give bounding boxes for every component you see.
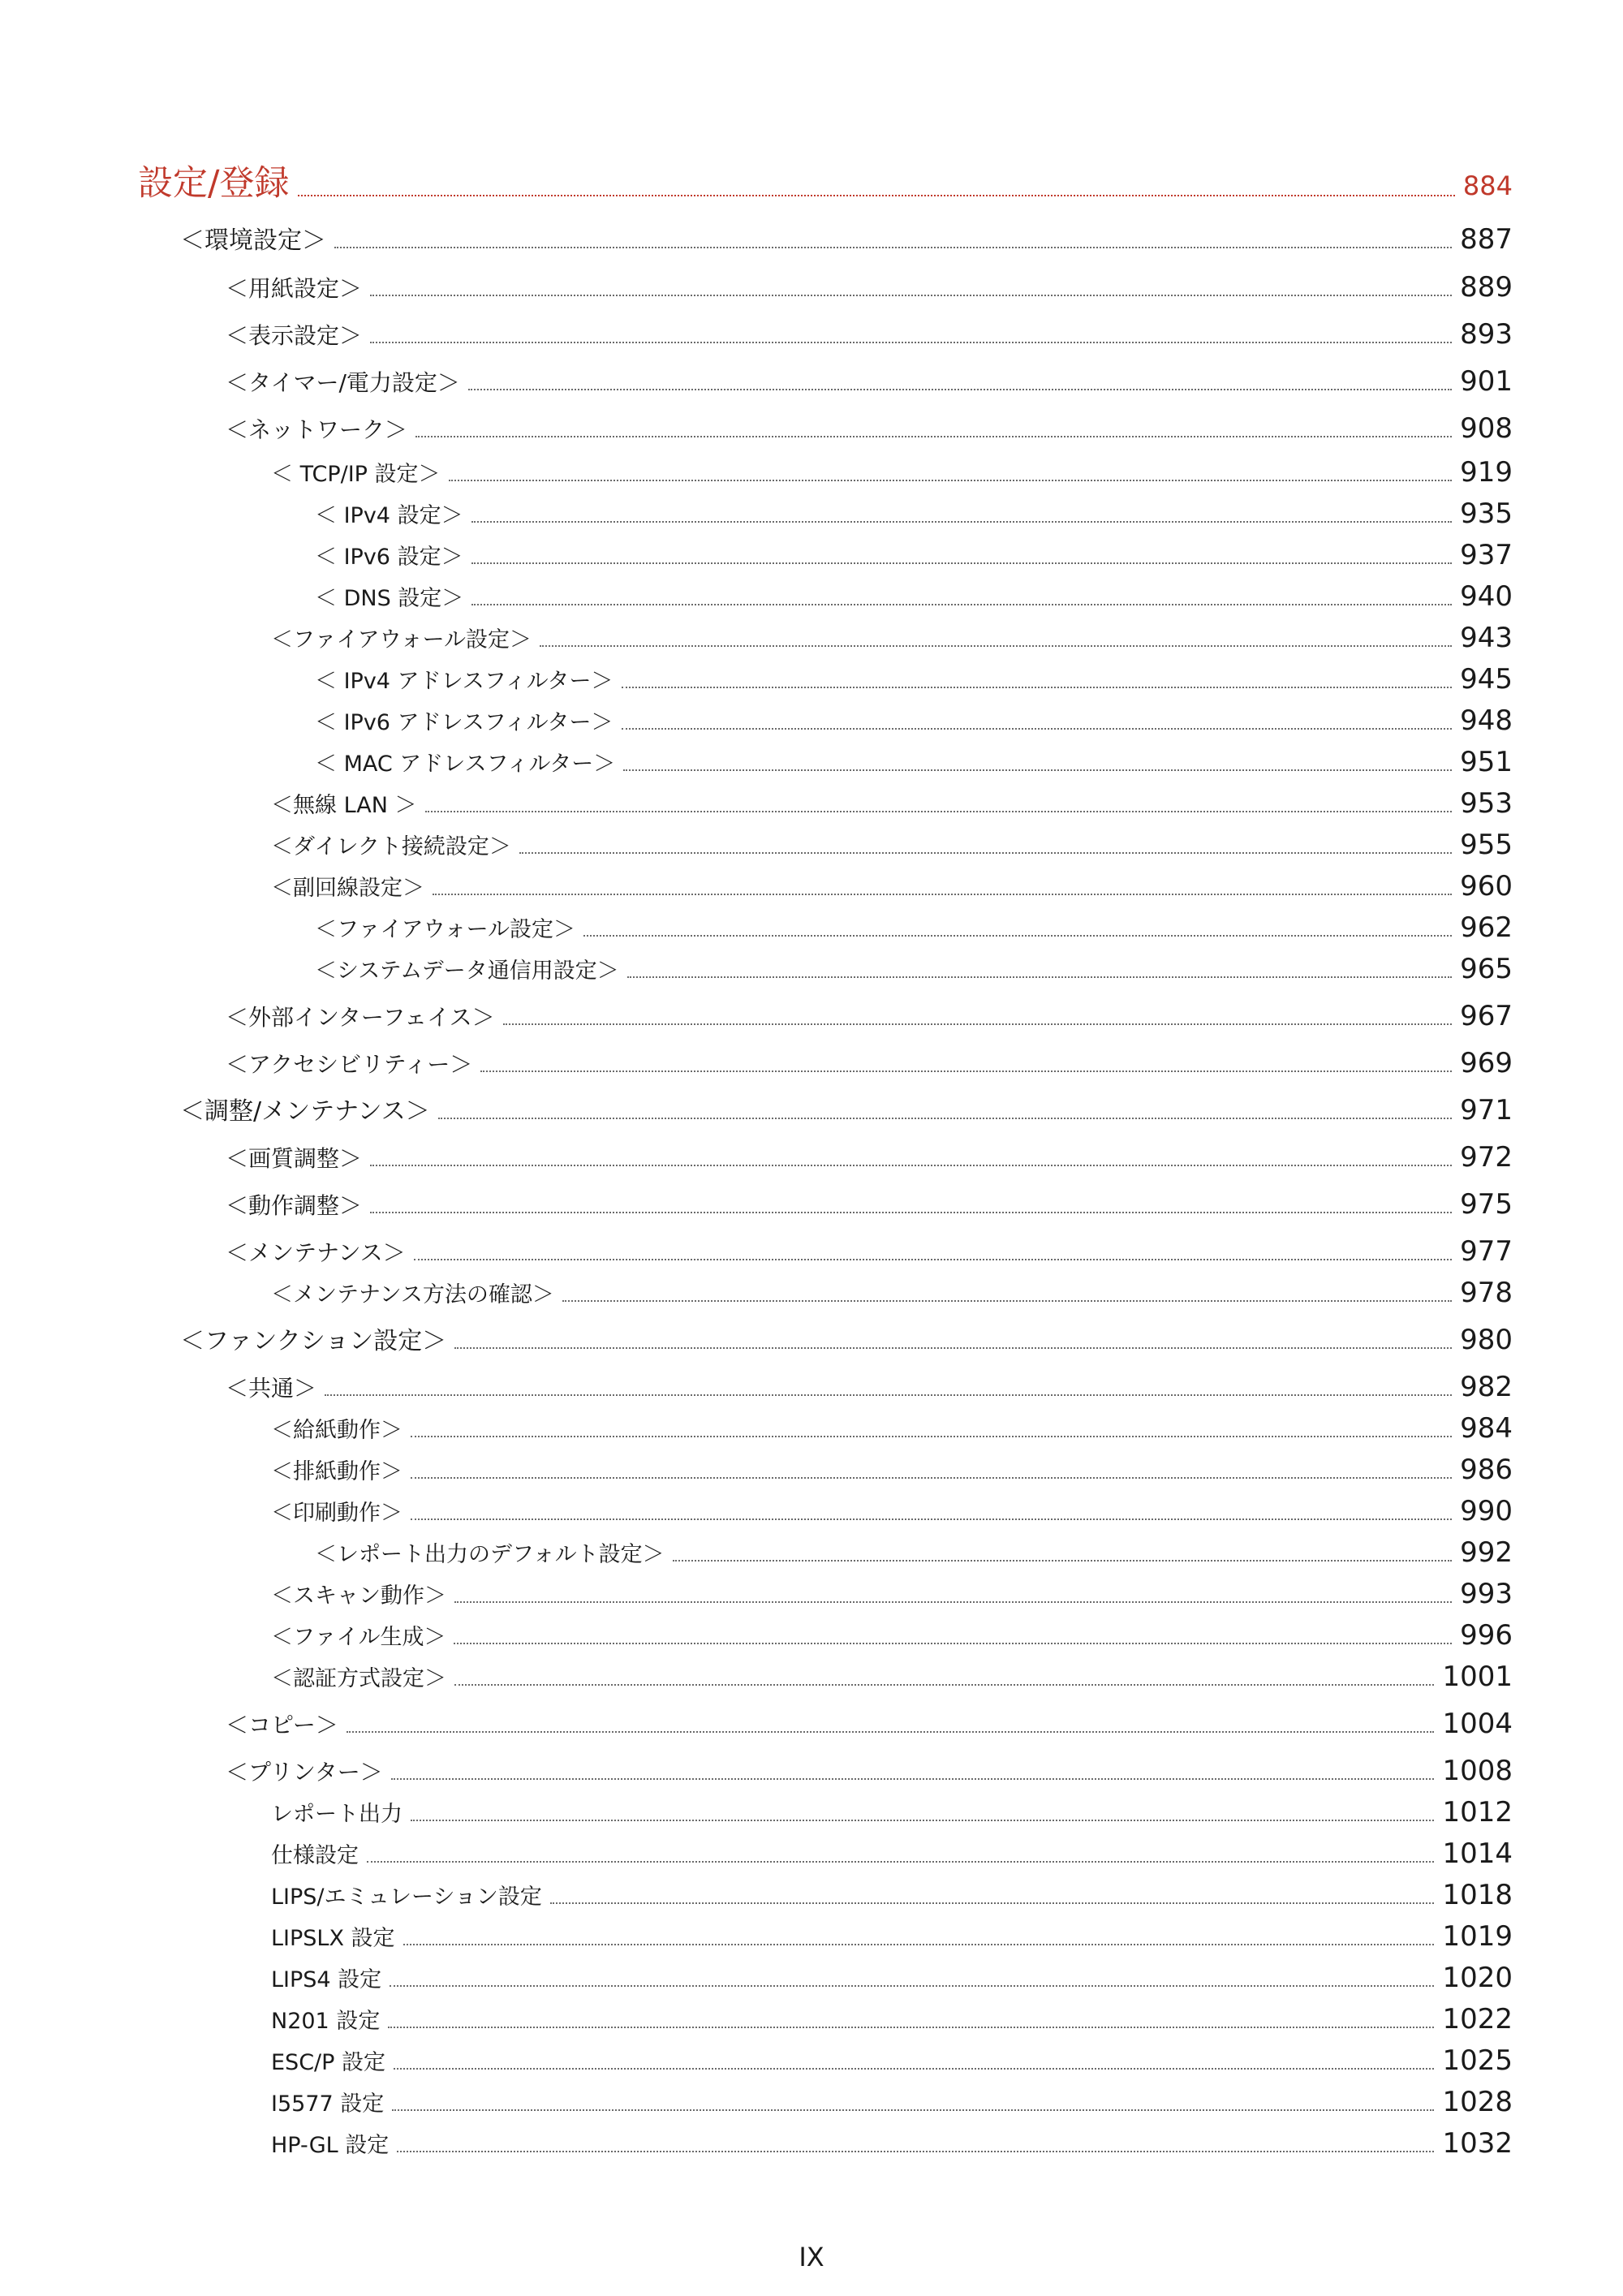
toc-dot-leader — [503, 1023, 1452, 1025]
toc-dot-leader — [468, 389, 1452, 390]
toc-entry-page: 982 — [1460, 1371, 1513, 1403]
toc-entry-label: 仕様設定 — [271, 1843, 359, 1868]
toc-dot-leader — [403, 1944, 1435, 1945]
toc-entry-label: ＜ IPv4 アドレスフィルター＞ — [315, 669, 613, 694]
toc-dot-leader — [425, 811, 1453, 812]
toc-dot-leader — [414, 1259, 1452, 1260]
toc-entry[interactable] — [180, 1326, 1513, 1354]
toc-entry[interactable] — [180, 1096, 1513, 1124]
toc-entry-page: 884 — [1462, 170, 1513, 201]
toc-entry-page: 893 — [1460, 318, 1513, 351]
toc-dot-leader — [454, 1601, 1452, 1603]
toc-entry-label: ＜用紙設定＞ — [226, 275, 363, 302]
toc-dot-leader — [454, 1347, 1452, 1349]
toc-entry[interactable] — [315, 748, 1513, 776]
toc-entry[interactable] — [271, 1619, 1513, 1652]
toc-dot-leader — [334, 247, 1452, 248]
toc-entry-page: 986 — [1460, 1454, 1513, 1486]
toc-dot-leader — [391, 1778, 1435, 1780]
toc-entry-page: 965 — [1460, 953, 1513, 985]
toc-dot-leader — [454, 1684, 1434, 1686]
toc-entry-label: ＜共通＞ — [226, 1375, 317, 1402]
toc-entry-page: 908 — [1460, 412, 1513, 445]
toc-entry[interactable] — [315, 955, 1513, 983]
toc-entry-page: 1022 — [1442, 2003, 1513, 2035]
toc-entry[interactable] — [271, 624, 1513, 652]
toc-dot-leader — [411, 1477, 1452, 1479]
toc-entry[interactable] — [271, 2127, 1513, 2160]
toc-entry-page: 940 — [1460, 580, 1513, 613]
toc-entry-label: ＜ IPv4 設定＞ — [315, 503, 463, 528]
toc-entry-page: 967 — [1460, 1000, 1513, 1032]
toc-entry[interactable] — [226, 412, 1513, 445]
toc-entry-label: ＜メンテナンス方法の確認＞ — [271, 1282, 554, 1307]
toc-entry-page: 919 — [1460, 456, 1513, 489]
toc-entry-label: ＜給紙動作＞ — [271, 1418, 403, 1443]
toc-entry-label: 設定/登録 — [138, 163, 290, 204]
toc-entry-label: ＜調整/メンテナンス＞ — [180, 1097, 430, 1126]
toc-entry-label: ＜アクセシビリティー＞ — [226, 1051, 473, 1078]
toc-entry-label: LIPS4 設定 — [271, 1967, 382, 1992]
toc-entry-label: ＜ダイレクト接続設定＞ — [271, 834, 511, 859]
toc-entry[interactable] — [271, 1796, 1513, 1829]
toc-dot-leader — [519, 852, 1452, 854]
toc-entry-page: 943 — [1460, 622, 1513, 654]
toc-entry[interactable] — [315, 580, 1513, 613]
toc-entry[interactable] — [226, 271, 1513, 304]
toc-entry[interactable] — [180, 223, 1513, 256]
toc-entry-page: 960 — [1460, 870, 1513, 902]
toc-entry-page: 1012 — [1442, 1796, 1513, 1829]
toc-dot-leader — [622, 687, 1453, 688]
toc-entry[interactable] — [271, 2005, 1513, 2033]
toc-entry-label: ＜システムデータ通信用設定＞ — [315, 958, 619, 984]
toc-entry-label: I5577 設定 — [271, 2091, 385, 2117]
toc-dot-leader — [370, 1165, 1452, 1166]
toc-dot-leader — [390, 1985, 1434, 1987]
toc-dot-leader — [298, 195, 1455, 196]
toc-dot-leader — [388, 2027, 1434, 2028]
toc-entry-label: ＜ DNS 設定＞ — [315, 586, 464, 611]
toc-entry-label: ＜ MAC アドレスフィルター＞ — [315, 752, 616, 777]
toc-entry[interactable] — [226, 1235, 1513, 1268]
toc-dot-leader — [370, 295, 1452, 296]
toc-entry-page: 937 — [1460, 539, 1513, 571]
toc-entry[interactable] — [138, 163, 1513, 204]
toc-dot-leader — [449, 480, 1453, 481]
toc-entry-page: 990 — [1460, 1495, 1513, 1527]
toc-entry-page: 975 — [1460, 1188, 1513, 1221]
toc-entry-page: 935 — [1460, 498, 1513, 530]
toc-entry-page: 1032 — [1442, 2127, 1513, 2160]
toc-entry-label: ＜ファイル生成＞ — [271, 1625, 446, 1650]
toc-entry[interactable] — [271, 872, 1513, 900]
toc-entry[interactable] — [315, 500, 1513, 528]
toc-entry-label: ＜ファイアウォール設定＞ — [271, 627, 532, 653]
toc-dot-leader — [471, 521, 1453, 523]
toc-entry-label: ＜コピー＞ — [226, 1712, 338, 1738]
toc-entry-page: 962 — [1460, 911, 1513, 944]
toc-entry-page: 951 — [1460, 746, 1513, 778]
toc-entry[interactable] — [271, 1881, 1513, 1909]
toc-entry-label: ＜メンテナンス＞ — [226, 1239, 406, 1266]
toc-entry[interactable] — [271, 2088, 1513, 2116]
toc-entry[interactable] — [226, 318, 1513, 351]
toc-entry[interactable] — [315, 1536, 1513, 1569]
toc-entry-label: N201 設定 — [271, 2009, 381, 2034]
toc-entry[interactable] — [226, 1757, 1513, 1785]
toc-entry[interactable] — [271, 2044, 1513, 2077]
toc-entry[interactable] — [271, 1497, 1513, 1525]
toc-entry-page: 955 — [1460, 829, 1513, 861]
toc-entry[interactable] — [271, 1964, 1513, 1992]
toc-entry-label: ＜外部インターフェイス＞ — [226, 1004, 495, 1031]
toc-entry[interactable] — [271, 1837, 1513, 1870]
toc-entry-label: ＜ファンクション設定＞ — [180, 1327, 447, 1355]
toc-entry-label: ＜ネットワーク＞ — [226, 416, 408, 443]
toc-entry-label: LIPS/エミュレーション設定 — [271, 1885, 542, 1910]
toc-dot-leader — [622, 728, 1453, 730]
toc-dot-leader — [433, 894, 1452, 895]
toc-entry-page: 972 — [1460, 1141, 1513, 1174]
toc-entry-page: 1025 — [1442, 2044, 1513, 2077]
toc-entry[interactable] — [271, 1412, 1513, 1445]
toc-entry-label: レポート出力 — [271, 1802, 403, 1827]
toc-entry[interactable] — [226, 1002, 1513, 1030]
toc-dot-leader — [627, 976, 1452, 978]
toc-entry-label: ＜環境設定＞ — [180, 226, 326, 255]
toc-entry[interactable] — [271, 831, 1513, 859]
toc-dot-leader — [623, 769, 1452, 771]
toc-entry-page: 901 — [1460, 365, 1513, 398]
toc-entry-page: 887 — [1460, 223, 1513, 256]
toc-entry[interactable] — [271, 1920, 1513, 1953]
toc-entry-page: 996 — [1460, 1619, 1513, 1652]
toc-entry-page: 971 — [1460, 1094, 1513, 1126]
toc-entry-label: ESC/P 設定 — [271, 2050, 386, 2075]
toc-entry-page: 1014 — [1442, 1837, 1513, 1870]
toc-entry[interactable] — [315, 911, 1513, 944]
toc-entry-page: 1028 — [1442, 2086, 1513, 2118]
toc-entry-page: 1004 — [1442, 1708, 1513, 1740]
toc-dot-leader — [415, 436, 1452, 437]
toc-entry-page: 978 — [1460, 1277, 1513, 1309]
toc-entry-label: ＜無線 LAN ＞ — [271, 793, 417, 818]
toc-entry-label: LIPSLX 設定 — [271, 1926, 395, 1951]
toc-entry[interactable] — [271, 1279, 1513, 1307]
toc-entry-label: ＜レポート出力のデフォルト設定＞ — [315, 1542, 665, 1567]
toc-entry-page: 1020 — [1442, 1962, 1513, 1994]
toc-dot-leader — [471, 604, 1452, 605]
toc-dot-leader — [397, 2151, 1434, 2152]
toc-dot-leader — [347, 1731, 1435, 1733]
toc-entry-label: ＜ファイアウォール設定＞ — [315, 917, 576, 942]
toc-dot-leader — [392, 2109, 1434, 2111]
toc-entry[interactable] — [271, 1580, 1513, 1608]
toc-entry[interactable] — [226, 1710, 1513, 1738]
toc-entry-page: 1018 — [1442, 1879, 1513, 1911]
toc-entry-page: 969 — [1460, 1047, 1513, 1079]
toc-dot-leader — [540, 645, 1452, 647]
toc-entry-page: 1019 — [1442, 1920, 1513, 1953]
toc-entry-page: 1008 — [1442, 1755, 1513, 1787]
page-number: IX — [799, 2242, 824, 2272]
toc-entry-label: ＜表示設定＞ — [226, 322, 363, 349]
toc-entry[interactable] — [226, 1188, 1513, 1221]
toc-entry[interactable] — [315, 663, 1513, 696]
toc-entry-label: ＜画質調整＞ — [226, 1145, 363, 1172]
toc-entry-label: ＜認証方式設定＞ — [271, 1666, 446, 1691]
toc-dot-leader — [370, 1212, 1452, 1213]
toc-entry-page: 984 — [1460, 1412, 1513, 1445]
toc-dot-leader — [325, 1394, 1452, 1396]
toc-entry-label: ＜スキャン動作＞ — [271, 1583, 446, 1609]
toc-entry-page: 953 — [1460, 787, 1513, 820]
toc-dot-leader — [370, 342, 1452, 343]
toc-dot-leader — [471, 562, 1453, 564]
toc-entry[interactable] — [315, 541, 1513, 569]
toc-entry-label: HP-GL 設定 — [271, 2133, 390, 2158]
toc-entry-page: 945 — [1460, 663, 1513, 696]
toc-entry[interactable] — [271, 456, 1513, 489]
toc-dot-leader — [411, 1518, 1452, 1520]
toc-dot-leader — [411, 1820, 1434, 1821]
toc-entry-page: 992 — [1460, 1536, 1513, 1569]
toc-dot-leader — [583, 935, 1452, 937]
toc-entry-page: 980 — [1460, 1324, 1513, 1356]
toc-entry-page: 948 — [1460, 704, 1513, 737]
toc-dot-leader — [454, 1643, 1452, 1644]
toc-dot-leader — [673, 1560, 1452, 1562]
toc-entry-label: ＜ TCP/IP 設定＞ — [271, 462, 441, 487]
toc-dot-leader — [480, 1070, 1452, 1072]
toc-dot-leader — [562, 1300, 1452, 1302]
toc-entry[interactable] — [271, 1456, 1513, 1484]
toc-entry-page: 1001 — [1442, 1661, 1513, 1693]
toc-dot-leader — [367, 1861, 1434, 1863]
toc-dot-leader — [411, 1436, 1452, 1437]
toc-entry-label: ＜排紙動作＞ — [271, 1459, 403, 1484]
toc-entry-label: ＜タイマー/電力設定＞ — [226, 369, 460, 396]
toc-entry[interactable] — [315, 704, 1513, 737]
toc-entry-label: ＜動作調整＞ — [226, 1192, 363, 1219]
toc-entry-label: ＜印刷動作＞ — [271, 1501, 403, 1526]
toc-entry[interactable] — [271, 787, 1513, 820]
toc-entry-label: ＜プリンター＞ — [226, 1759, 383, 1786]
toc-entry[interactable] — [226, 1049, 1513, 1077]
toc-entry[interactable] — [226, 1141, 1513, 1174]
toc-entry[interactable] — [226, 365, 1513, 398]
toc-entry[interactable] — [226, 1373, 1513, 1401]
toc-entry-page: 993 — [1460, 1578, 1513, 1610]
toc-entry-label: ＜ IPv6 アドレスフィルター＞ — [315, 710, 613, 735]
toc-entry[interactable] — [271, 1663, 1513, 1691]
toc-dot-leader — [394, 2068, 1434, 2070]
toc-entry-label: ＜ IPv6 設定＞ — [315, 545, 463, 570]
toc-entry-page: 889 — [1460, 271, 1513, 304]
toc-dot-leader — [438, 1118, 1452, 1119]
toc-entry-page: 977 — [1460, 1235, 1513, 1268]
toc-entry-label: ＜副回線設定＞ — [271, 876, 424, 901]
toc-dot-leader — [550, 1902, 1435, 1904]
